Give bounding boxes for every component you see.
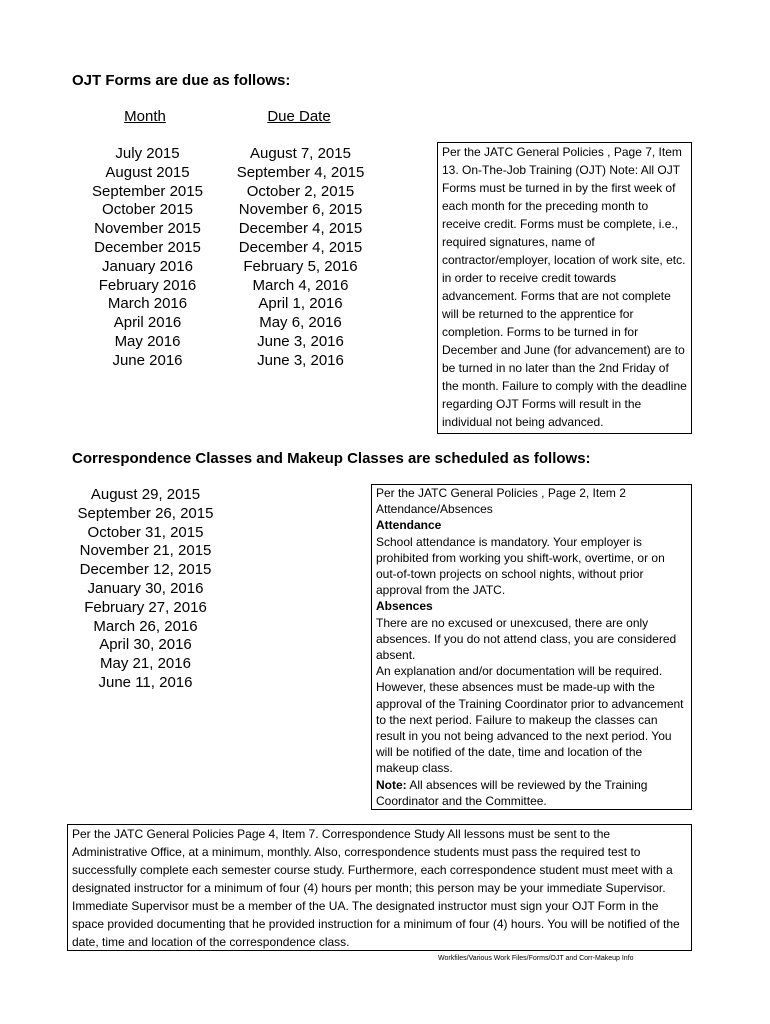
absences-title: Absences xyxy=(376,599,433,614)
due-date-item: March 4, 2016 xyxy=(252,276,349,294)
class-date-item: October 31, 2015 xyxy=(87,523,204,541)
due-date-item: May 6, 2016 xyxy=(259,314,342,332)
due-date-column-header: Due Date xyxy=(267,108,331,125)
class-date-item: April 30, 2016 xyxy=(99,636,192,654)
due-date-item: June 3, 2016 xyxy=(257,351,344,369)
class-date-item: December 12, 2015 xyxy=(79,561,212,579)
attendance-policy-box xyxy=(371,484,692,810)
attendance-policy-intro: Per the JATC General Policies , Page 2, Item 2 Attendance/Absences xyxy=(376,486,626,517)
due-date-item: October 2, 2015 xyxy=(246,182,355,200)
month-item: July 2015 xyxy=(115,145,180,162)
class-date-item: February 27, 2016 xyxy=(84,598,207,616)
correspondence-study-note: Per the JATC General Policies Page 4, Item 7. Correspondence Study All lessons must be sent to the Administrative Office, at a minimum, monthly. Also, correspondence students must pass the required test to successfully complete each semester course study. Furthermore, each correspondence student must meet with a designated instructor for a minimum of four (4) hours per month; this person may be your immediate Supervisor. Immediate Supervisor must be a member of the UA. The designated instructor must sign your OJT Form in the space provided documenting that he provided instruction for a minimum of four (4) hours. You will be notified of the date, time and location of the correspondence class. xyxy=(67,824,692,951)
due-date-item: November 6, 2015 xyxy=(238,201,363,219)
month-item: June 2016 xyxy=(112,351,183,369)
due-date-item: August 7, 2015 xyxy=(250,145,351,162)
month-item: April 2016 xyxy=(113,314,182,332)
month-item: December 2015 xyxy=(94,238,201,256)
month-item: January 2016 xyxy=(102,257,193,275)
due-dates-list xyxy=(213,145,388,371)
ojt-policy-note: Per the JATC General Policies , Page 7, Item 13. On-The-Job Training (OJT) Note: All OJT Forms must be turned in by the first week of each month for the preceding month to receive credit. Forms must be complete, i.e., required signatures, name of contractor/employer, location of work site, etc. in order to receive credit towards advancement. Forms that are not complete will be returned to the apprentice for completion. Forms to be turned in for December and June (for advancement) are to be turned in no later than the 2nd Friday of the month. Failure to comply with the deadline regarding OJT Forms will result in the individual not being advanced. xyxy=(437,142,692,434)
class-date-item: May 21, 2016 xyxy=(100,655,191,673)
due-date-item: April 1, 2016 xyxy=(258,295,343,313)
absences-note xyxy=(376,777,687,809)
class-date-item: March 26, 2016 xyxy=(93,617,198,635)
month-item: November 2015 xyxy=(94,220,201,238)
ojt-heading: OJT Forms are due as follows: xyxy=(72,72,291,89)
class-date-item: September 26, 2015 xyxy=(77,504,214,522)
class-date-item: June 11, 2016 xyxy=(98,673,193,691)
month-column-header: Month xyxy=(124,108,166,125)
attendance-text: School attendance is mandatory. Your employer is prohibited from working you shift-work, overtime, or on out-of-town projects on school nights, without prior approval from the JATC. xyxy=(376,534,665,598)
month-item: September 2015 xyxy=(92,182,203,200)
month-item: March 2016 xyxy=(107,295,188,313)
due-date-item: December 4, 2015 xyxy=(238,220,363,238)
class-date-item: November 21, 2015 xyxy=(79,542,212,560)
note-label: Note: xyxy=(376,777,407,792)
month-item: May 2016 xyxy=(114,332,181,350)
months-list xyxy=(60,145,235,371)
month-item: October 2015 xyxy=(102,201,193,219)
absences-text-2: An explanation and/or documentation will be required. However, these absences must be made-up with the approval of the Training Coordinator prior to advancement to the next period. Failure to makeup the classes can result in you not being advanced to the next period. You will be notified of the date, time and location of the makeup class. xyxy=(376,664,684,776)
due-date-item: September 4, 2015 xyxy=(236,163,365,181)
class-dates-list xyxy=(58,486,233,693)
absences-text-1: There are no excused or unexcused, there are only absences. If you do not attend class, you are considered absent. xyxy=(376,615,677,663)
note-text: All absences will be reviewed by the Training Coordinator and the Committee. xyxy=(376,777,648,808)
class-date-item: August 29, 2015 xyxy=(90,486,201,503)
due-date-item: December 4, 2015 xyxy=(238,238,363,256)
classes-heading: Correspondence Classes and Makeup Classes are scheduled as follows: xyxy=(72,450,591,467)
due-date-item: February 5, 2016 xyxy=(243,257,358,275)
attendance-title: Attendance xyxy=(376,518,442,533)
month-item: August 2015 xyxy=(105,163,190,181)
class-date-item: January 30, 2016 xyxy=(87,579,204,597)
footer-path: Workfiles/Various Work Files/Forms/OJT and Corr-Makeup Info xyxy=(438,955,634,962)
due-date-item: June 3, 2016 xyxy=(257,332,344,350)
month-item: February 2016 xyxy=(98,276,197,294)
